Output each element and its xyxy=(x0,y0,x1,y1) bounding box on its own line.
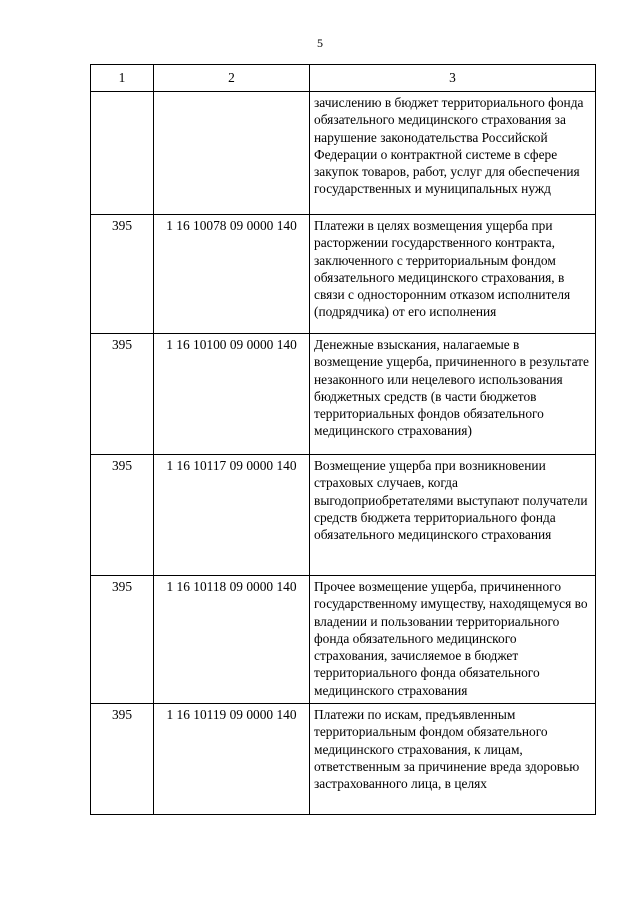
revenue-code-cell xyxy=(154,92,310,215)
revenue-name-cell: Возмещение ущерба при возникновении страховых случаев, когда выгодоприобретателями выступают получатели средств бюджета территориального фонда обязательного медицинского страхования xyxy=(310,455,596,576)
header-col-2: 2 xyxy=(154,65,310,92)
revenue-code-cell: 1 16 10118 09 0000 140 xyxy=(154,576,310,704)
revenue-code-cell: 1 16 10100 09 0000 140 xyxy=(154,334,310,455)
revenue-name-cell: Прочее возмещение ущерба, причиненного государственному имуществу, находящемуся во владении и пользовании территориального фонда обязательного медицинского страхования, зачисляемое в бюджет территориального фонда обязательного медицинского страхования xyxy=(310,576,596,704)
table-row xyxy=(91,92,596,215)
table-row xyxy=(91,576,596,704)
admin-code-cell: 395 xyxy=(91,704,154,815)
admin-code-cell xyxy=(91,92,154,215)
admin-code-cell: 395 xyxy=(91,215,154,334)
table-header-row xyxy=(91,65,596,92)
revenue-name-cell: Денежные взыскания, налагаемые в возмещение ущерба, причиненного в результате незаконного или нецелевого использования бюджетных средств (в части бюджетов территориальных фондов обязательного медицинского страхования) xyxy=(310,334,596,455)
revenue-name-cell: Платежи по искам, предъявленным территориальным фондом обязательного медицинского страхования, к лицам, ответственным за причинение вреда здоровью застрахованного лица, в целях xyxy=(310,704,596,815)
revenue-name-cell: зачислению в бюджет территориального фонда обязательного медицинского страхования за нарушение законодательства Российской Федерации о контрактной системе в сфере закупок товаров, работ, услуг для обеспечения государственных и муниципальных нужд xyxy=(310,92,596,215)
admin-code-cell: 395 xyxy=(91,576,154,704)
revenue-name-cell: Платежи в целях возмещения ущерба при расторжении государственного контракта, заключенного с территориальным фондом обязательного медицинского страхования, в связи с односторонним отказом исполнителя (подрядчика) от его исполнения xyxy=(310,215,596,334)
admin-code-cell: 395 xyxy=(91,334,154,455)
table-row xyxy=(91,215,596,334)
table-row xyxy=(91,455,596,576)
revenue-code-cell: 1 16 10078 09 0000 140 xyxy=(154,215,310,334)
header-col-3: 3 xyxy=(310,65,596,92)
table-row xyxy=(91,704,596,815)
page-number: 5 xyxy=(317,36,323,50)
admin-code-cell: 395 xyxy=(91,455,154,576)
revenue-code-cell: 1 16 10119 09 0000 140 xyxy=(154,704,310,815)
budget-codes-table xyxy=(90,64,596,815)
revenue-code-cell: 1 16 10117 09 0000 140 xyxy=(154,455,310,576)
table-row xyxy=(91,334,596,455)
header-col-1: 1 xyxy=(91,65,154,92)
